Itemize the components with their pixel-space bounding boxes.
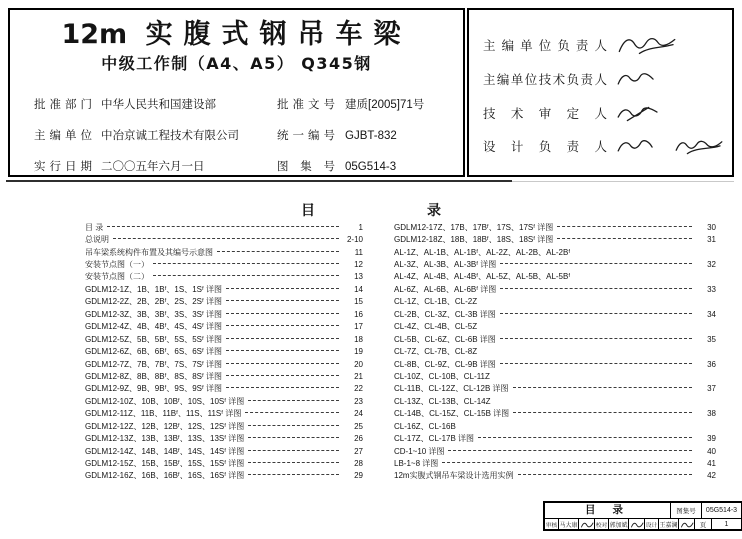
- credit-name: 郭加斌: [608, 519, 628, 529]
- toc-entry-page: 16: [354, 309, 363, 319]
- toc-entry: [394, 321, 716, 333]
- toc-entry: [394, 258, 716, 270]
- dashed-leader: [248, 450, 339, 451]
- scan-artifact-line: [512, 181, 734, 182]
- toc-entry-page: 17: [354, 322, 363, 332]
- toc-entry-page: 22: [354, 384, 363, 394]
- chief-editor-tech-label: 主编单位技术负责人: [483, 73, 607, 87]
- toc-entry-title: GDLM12-8Z、8B、8Bᶠ、8S、8Sᶠ 详图: [85, 371, 223, 381]
- dashed-leader: [226, 350, 339, 351]
- approval-dept-label: 批准部门: [34, 99, 92, 111]
- toc-entry-page: 24: [354, 409, 363, 419]
- toc-entry-title: LB-1~8 详图: [394, 459, 439, 469]
- title-block-top-row: [545, 503, 741, 518]
- toc-entry: [85, 221, 363, 233]
- toc-entry: [394, 445, 716, 457]
- editor-unit-row: [34, 127, 452, 143]
- dashed-leader: [217, 251, 339, 252]
- dashed-leader: [153, 263, 339, 264]
- toc-entry-title: AL-6Z、AL-6B、AL-6Bᶠ 详图: [394, 284, 497, 294]
- issue-date-label: 实行日期: [34, 161, 92, 173]
- toc-entry-title: GDLM12-9Z、9B、9Bᶠ、9S、9Sᶠ 详图: [85, 384, 223, 394]
- dashed-leader: [226, 363, 339, 364]
- toc-entry: [85, 408, 363, 420]
- dashed-leader: [500, 363, 692, 364]
- signature-mark: [614, 32, 679, 57]
- toc-entry-page: 27: [354, 446, 363, 456]
- toc-entry-title: GDLM12-13Z、13B、13Bᶠ、13S、13Sᶠ 详图: [85, 434, 245, 444]
- dashed-leader: [513, 387, 692, 388]
- toc-entry-page: 18: [354, 334, 363, 344]
- atlas-title-prefix: 12m: [61, 19, 128, 50]
- toc-entry-title: AL-4Z、AL-4B、AL-4Bᶠ、AL-5Z、AL-5B、AL-5Bᶠ: [394, 272, 571, 282]
- credit-signature-mark: [678, 519, 694, 529]
- issue-date-value: 二〇〇五年六月一日: [101, 161, 205, 173]
- toc-entry-page: 19: [354, 347, 363, 357]
- title-block-bottom-row: [545, 518, 741, 529]
- toc-entry-page: 34: [707, 309, 716, 319]
- toc-entry-title: CL-1Z、CL-1B、CL-2Z: [394, 297, 478, 307]
- dashed-leader: [226, 375, 339, 376]
- signature-mark: [615, 135, 656, 157]
- toc-entry-page: 41: [707, 459, 716, 469]
- signature-mark: [673, 135, 726, 158]
- dashed-leader: [513, 412, 692, 413]
- drawing-title-block: [543, 501, 742, 531]
- atlas-title-main: 实腹式钢吊车梁: [145, 19, 412, 50]
- toc-entry-title: CL-11B、CL-12Z、CL-12B 详图: [394, 384, 509, 394]
- toc-entry-page: 31: [707, 235, 716, 245]
- toc-entry-title: GDLM12-18Z、18B、18Bᶠ、18S、18Sᶠ 详图: [394, 235, 554, 245]
- toc-entry-page: 33: [707, 284, 716, 294]
- toc-entry-title: CL-8B、CL-9Z、CL-9B 详图: [394, 359, 496, 369]
- toc-entry: [85, 283, 363, 295]
- toc-entry: [85, 383, 363, 395]
- credit-signature-mark: [578, 519, 594, 529]
- atlas-no-label: 图集号: [277, 161, 335, 173]
- credit-role-label: 设计: [644, 519, 658, 529]
- dashed-leader: [500, 288, 692, 289]
- toc-entry-title: GDLM12-12Z、12B、12Bᶠ、12S、12Sᶠ 详图: [85, 421, 245, 431]
- toc-entry-page: 36: [707, 359, 716, 369]
- editor-unit-label: 主编单位: [34, 130, 92, 142]
- atlas-no-value: 05G514-3: [345, 161, 397, 173]
- toc-entry: [85, 358, 363, 370]
- toc-entry: [394, 408, 716, 420]
- toc-entry-page: 20: [354, 359, 363, 369]
- toc-entry-title: 吊车梁系统构件布置及其编号示意图: [85, 247, 213, 257]
- atlas-subtitle: 中级工作制（A4、A5） Q345钢: [101, 53, 372, 73]
- toc-entry-title: CL-7Z、CL-7B、CL-8Z: [394, 347, 478, 357]
- toc-entry-page: 2-10: [346, 235, 363, 245]
- toc-entry: [394, 370, 716, 382]
- toc-entry: [394, 432, 716, 444]
- dashed-leader: [226, 387, 339, 388]
- credits-cells: [545, 519, 694, 529]
- dashed-leader: [248, 400, 339, 401]
- credit-group: [644, 519, 694, 529]
- dashed-leader: [226, 338, 339, 339]
- toc-entry-title: AL-1Z、AL-1B、AL-1Bᶠ、AL-2Z、AL-2B、AL-2Bᶠ: [394, 247, 571, 257]
- toc-entry: [85, 246, 363, 258]
- dashed-leader: [248, 425, 339, 426]
- toc-entry-title: GDLM12-14Z、14B、14Bᶠ、14S、14Sᶠ 详图: [85, 446, 245, 456]
- toc-entry-title: AL-3Z、AL-3B、AL-3Bᶠ 详图: [394, 260, 497, 270]
- credit-name: 马大康: [558, 519, 578, 529]
- toc-entry-page: 13: [354, 272, 363, 282]
- toc-entry-title: CL-16Z、CL-16B: [394, 421, 456, 431]
- toc-entry-page: 21: [354, 371, 363, 381]
- toc-entry-title: 安装节点图（二）: [85, 272, 149, 282]
- toc-entry: [85, 432, 363, 444]
- dashed-leader: [226, 325, 339, 326]
- credit-role-label: 审核: [545, 522, 558, 529]
- toc-entry-title: 总说明: [85, 235, 109, 245]
- approval-info: [34, 96, 452, 189]
- toc-entry-page: 14: [354, 284, 363, 294]
- dashed-leader: [500, 263, 692, 264]
- design-head-row: [483, 133, 725, 159]
- toc-left-column: [85, 221, 363, 482]
- toc-entry-title: GDLM12-6Z、6B、6Bᶠ、6S、6Sᶠ 详图: [85, 347, 223, 357]
- toc-entry-page: 39: [707, 434, 716, 444]
- toc-entry: [394, 420, 716, 432]
- editor-unit-value: 中冶京诚工程技术有限公司: [101, 130, 239, 142]
- dashed-leader: [226, 313, 339, 314]
- chief-editor-head-row: [483, 32, 679, 58]
- credit-group: [545, 519, 594, 529]
- dashed-leader: [226, 300, 339, 301]
- toc-entry-page: 12: [354, 260, 363, 270]
- credit-name: 王嘉澜: [658, 519, 678, 529]
- credit-group: [594, 519, 644, 529]
- toc-entry-page: 15: [354, 297, 363, 307]
- issue-date-row: [34, 158, 452, 174]
- toc-entry-page: 11: [354, 247, 363, 257]
- toc-entry: [85, 420, 363, 432]
- chief-editor-tech-row: [483, 66, 657, 92]
- toc-entry-page: 38: [707, 409, 716, 419]
- dashed-leader: [557, 238, 692, 239]
- approval-dept-value: 中华人民共和国建设部: [101, 99, 216, 111]
- toc-entry-title: CL-4Z、CL-4B、CL-5Z: [394, 322, 478, 332]
- dashed-leader: [500, 338, 692, 339]
- unified-no-label: 统一编号: [277, 130, 335, 142]
- dashed-leader: [500, 313, 692, 314]
- chief-editor-head-label: 主编单位负责人: [483, 39, 607, 53]
- toc-entry-page: 28: [354, 459, 363, 469]
- toc-entry-title: GDLM12-10Z、10B、10Bᶠ、10S、10Sᶠ 详图: [85, 396, 245, 406]
- toc-entry-title: CD-1~10 详图: [394, 446, 445, 456]
- toc-entry-page: 29: [354, 471, 363, 481]
- scan-artifact-line: [6, 180, 512, 182]
- page-cell-label: 页: [694, 519, 711, 529]
- toc-entry-page: 35: [707, 334, 716, 344]
- toc-entry-title: GDLM12-3Z、3B、3Bᶠ、3S、3Sᶠ 详图: [85, 309, 223, 319]
- signature-panel: [467, 8, 734, 177]
- toc-entry: [394, 296, 716, 308]
- toc-entry: [394, 457, 716, 469]
- toc-entry: [85, 308, 363, 320]
- toc-entry-title: CL-14B、CL-15Z、CL-15B 详图: [394, 409, 510, 419]
- toc-entry: [85, 345, 363, 357]
- dashed-leader: [245, 412, 339, 413]
- toc-entry: [394, 221, 716, 233]
- toc-heading: [0, 200, 742, 220]
- toc-entry-title: GDLM12-16Z、16B、16Bᶠ、16S、16Sᶠ 详图: [85, 471, 245, 481]
- toc-entry: [394, 233, 716, 245]
- cover-info-panel: [8, 8, 465, 177]
- toc-entry: [85, 445, 363, 457]
- credit-role-label: 校对: [594, 519, 608, 529]
- toc-entry: [85, 233, 363, 245]
- toc-entry-page: 23: [354, 396, 363, 406]
- dashed-leader: [448, 450, 692, 451]
- toc-entry: [394, 358, 716, 370]
- design-head-label: 设计负责人: [483, 140, 607, 154]
- dashed-leader: [442, 462, 692, 463]
- toc-entry-title: GDLM12-17Z、17B、17Bᶠ、17S、17Sᶠ 详图: [394, 222, 554, 232]
- sheet-title: 目 录: [585, 504, 630, 516]
- toc-entry: [394, 383, 716, 395]
- atlas-no-cell-label: 图集号: [670, 503, 701, 518]
- toc-entry-title: 目 录: [85, 222, 104, 232]
- tech-approver-row: [483, 100, 661, 126]
- credit-signature-mark: [628, 519, 644, 529]
- toc-entry: [394, 246, 716, 258]
- dashed-leader: [153, 275, 339, 276]
- unified-no-value: GJBT-832: [345, 130, 397, 142]
- toc-entry-title: CL-17Z、CL-17B 详图: [394, 434, 475, 444]
- toc-entry: [394, 395, 716, 407]
- approval-doc-value: 建质[2005]71号: [345, 99, 425, 111]
- toc-entry-page: 42: [707, 471, 716, 481]
- toc-entry-title: CL-13Z、CL-13B、CL-14Z: [394, 396, 491, 406]
- signature-mark: [615, 102, 662, 124]
- toc-entry: [85, 271, 363, 283]
- toc-entry: [85, 321, 363, 333]
- toc-entry-page: 40: [707, 446, 716, 456]
- toc-entry: [394, 308, 716, 320]
- toc-entry: [85, 370, 363, 382]
- approval-doc-label: 批准文号: [277, 99, 335, 111]
- dashed-leader: [113, 238, 339, 239]
- toc-entry: [394, 345, 716, 357]
- toc-entry-page: 1: [358, 222, 363, 232]
- dashed-leader: [518, 474, 692, 475]
- toc-entry-title: CL-2B、CL-3Z、CL-3B 详图: [394, 309, 496, 319]
- toc-entry: [85, 333, 363, 345]
- toc-entry-title: GDLM12-7Z、7B、7Bᶠ、7S、7Sᶠ 详图: [85, 359, 223, 369]
- toc-entry-title: GDLM12-11Z、11B、11Bᶠ、11S、11Sᶠ 详图: [85, 409, 242, 419]
- signature-mark: [615, 68, 658, 90]
- dashed-leader: [226, 288, 339, 289]
- dashed-leader: [248, 474, 339, 475]
- dashed-leader: [248, 437, 339, 438]
- toc-entry: [85, 470, 363, 482]
- toc-entry: [394, 283, 716, 295]
- toc-entry-page: 25: [354, 421, 363, 431]
- toc-entry-title: GDLM12-4Z、4B、4Bᶠ、4S、4Sᶠ 详图: [85, 322, 223, 332]
- toc-entry-page: 32: [707, 260, 716, 270]
- toc-entry: [394, 271, 716, 283]
- toc-entry-title: CL-10Z、CL-10B、CL-11Z: [394, 371, 490, 381]
- toc-entry-title: 12m实腹式钢吊车梁设计选用实例: [394, 471, 514, 481]
- toc-entry-page: 26: [354, 434, 363, 444]
- atlas-title: [10, 20, 463, 50]
- dashed-leader: [248, 462, 339, 463]
- toc-entry: [394, 333, 716, 345]
- dashed-leader: [107, 226, 339, 227]
- toc-entry: [394, 470, 716, 482]
- toc-entry: [85, 457, 363, 469]
- toc-entry: [85, 395, 363, 407]
- toc-entry-title: GDLM12-5Z、5B、5Bᶠ、5S、5Sᶠ 详图: [85, 334, 223, 344]
- tech-approver-label: 技术审定人: [483, 107, 607, 121]
- toc-entry: [85, 296, 363, 308]
- atlas-no-cell-value: 05G514-3: [701, 503, 741, 518]
- toc-heading-char: 录: [427, 203, 441, 219]
- toc-heading-char: 目: [301, 203, 315, 219]
- page-cell-value: 1: [711, 519, 741, 529]
- toc-entry-title: GDLM12-2Z、2B、2Bᶠ、2S、2Sᶠ 详图: [85, 297, 223, 307]
- toc-entry-title: GDLM12-15Z、15B、15Bᶠ、15S、15Sᶠ 详图: [85, 459, 245, 469]
- dashed-leader: [557, 226, 692, 227]
- dashed-leader: [478, 437, 692, 438]
- toc-entry: [85, 258, 363, 270]
- toc-entry-title: CL-5B、CL-6Z、CL-6B 详图: [394, 334, 496, 344]
- approval-row: [34, 96, 452, 112]
- toc-entry-page: 37: [707, 384, 716, 394]
- toc-entry-page: 30: [707, 222, 716, 232]
- toc-entry-title: GDLM12-1Z、1B、1Bᶠ、1S、1Sᶠ 详图: [85, 284, 223, 294]
- toc-right-column: [394, 221, 716, 482]
- toc-entry-title: 安装节点图（一）: [85, 260, 149, 270]
